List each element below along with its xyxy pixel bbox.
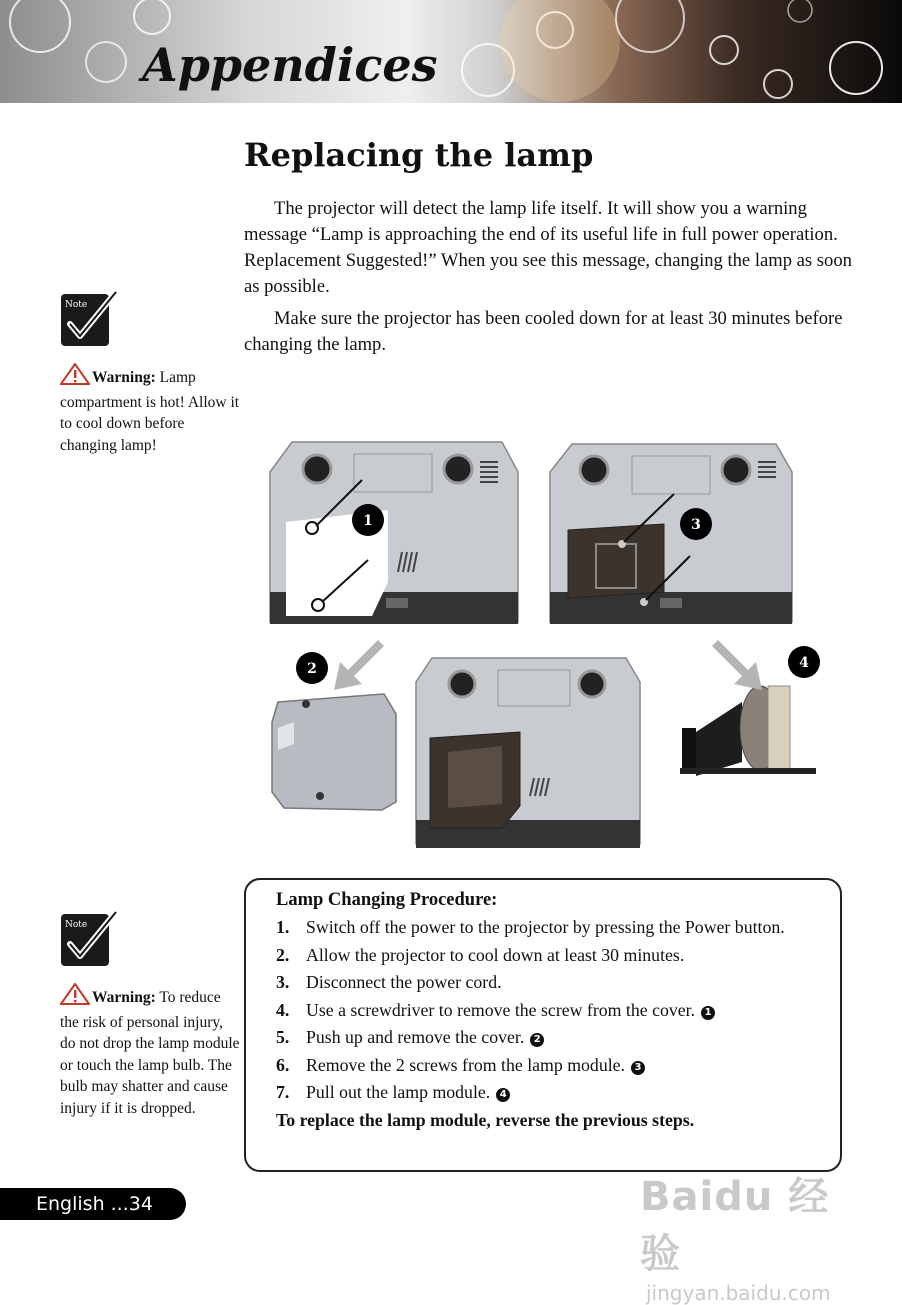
step-number: 3. — [276, 972, 290, 992]
procedure-step — [276, 972, 814, 994]
warning-text: To reduce the risk of personal injury, do not drop the lamp module or touch the lamp bulb. The bulb may shatter and cause injury if it is dropped. — [60, 989, 240, 1117]
arrow-2 — [334, 640, 384, 690]
callout-2 — [296, 652, 328, 684]
note-icon — [60, 288, 120, 348]
page-title: Replacing the lamp — [244, 136, 594, 174]
step-ref-badge: 1 — [701, 1006, 715, 1020]
warning-triangle-icon — [60, 363, 90, 392]
procedure-step — [276, 945, 814, 967]
note-icon-label: Note — [65, 300, 88, 310]
procedure-step — [276, 1000, 814, 1022]
page-number-tab: English ...34 — [0, 1188, 186, 1220]
lamp-procedure-box — [244, 878, 842, 1172]
step-number: 4. — [276, 999, 290, 1020]
warning-text: Lamp compartment is hot! Allow it to cool down before changing lamp! — [60, 369, 240, 454]
step-ref-badge: 4 — [496, 1088, 510, 1102]
warning-label: Warning: — [92, 989, 156, 1006]
step-ref-badge: 2 — [530, 1033, 544, 1047]
warning-label: Warning: — [92, 369, 156, 386]
procedure-title: Lamp Changing Procedure: — [276, 890, 498, 910]
intro-paragraph-2: Make sure the projector has been cooled down for at least 30 minutes before changing the lamp. — [244, 308, 843, 355]
intro-text — [244, 196, 856, 364]
callout-4 — [788, 646, 820, 678]
callout-4-label: 4 — [799, 655, 809, 671]
warning-note-1 — [60, 363, 240, 456]
watermark-logo: Baidu 经验 — [640, 1174, 830, 1277]
step-number: 5. — [276, 1027, 290, 1047]
callout-2-label: 2 — [307, 661, 317, 677]
projector-bottom-view-1 — [270, 442, 518, 624]
callout-1 — [352, 504, 384, 536]
note-icon-label: Note — [65, 920, 88, 930]
step-ref-badge: 3 — [631, 1061, 645, 1075]
step-text: Switch off the power to the projector by pressing the Power button. — [306, 917, 785, 937]
step-text: Push up and remove the cover. — [306, 1027, 525, 1047]
projector-bottom-view-3 — [416, 658, 640, 848]
procedure-step — [276, 1027, 814, 1049]
header-banner — [0, 0, 902, 103]
note-icon — [60, 908, 120, 968]
section-title: Appendices — [142, 38, 438, 92]
step-text: Allow the projector to cool down at least 30 minutes. — [306, 944, 685, 965]
step-number: 7. — [276, 1082, 290, 1102]
step-text: Disconnect the power cord. — [306, 972, 502, 992]
lamp-replacement-diagram — [262, 432, 842, 862]
step-text: Pull out the lamp module. — [306, 1082, 491, 1102]
callout-1-label: 1 — [363, 513, 373, 529]
lamp-module — [680, 686, 816, 776]
step-number: 2. — [276, 944, 290, 965]
warning-triangle-icon — [60, 983, 90, 1012]
procedure-step — [276, 1082, 814, 1104]
watermark-url: jingyan.baidu.com — [646, 1281, 831, 1305]
warning-note-2 — [60, 983, 240, 1120]
procedure-step — [276, 1055, 814, 1077]
step-text: Use a screwdriver to remove the screw from the cover. — [306, 999, 696, 1020]
arrow-4 — [712, 640, 762, 690]
procedure-footer: To replace the lamp module, reverse the previous steps. — [276, 1109, 695, 1130]
step-number: 1. — [276, 917, 290, 937]
procedure-step — [276, 917, 814, 939]
intro-paragraph-1: The projector will detect the lamp life itself. It will show you a warning message “Lamp is approaching the end of its useful life in full power operation. Replacement Suggested!” When you see this message, changing the lamp as soon as possible. — [244, 198, 852, 297]
step-number: 6. — [276, 1054, 290, 1075]
callout-3-label: 3 — [691, 517, 701, 533]
projector-bottom-view-2 — [550, 444, 792, 624]
lamp-cover — [272, 694, 396, 810]
procedure-steps — [276, 917, 814, 1104]
bokeh-decoration — [0, 0, 902, 103]
callout-3 — [680, 508, 712, 540]
step-text: Remove the 2 screws from the lamp module. — [306, 1054, 625, 1075]
watermark — [640, 1165, 860, 1305]
